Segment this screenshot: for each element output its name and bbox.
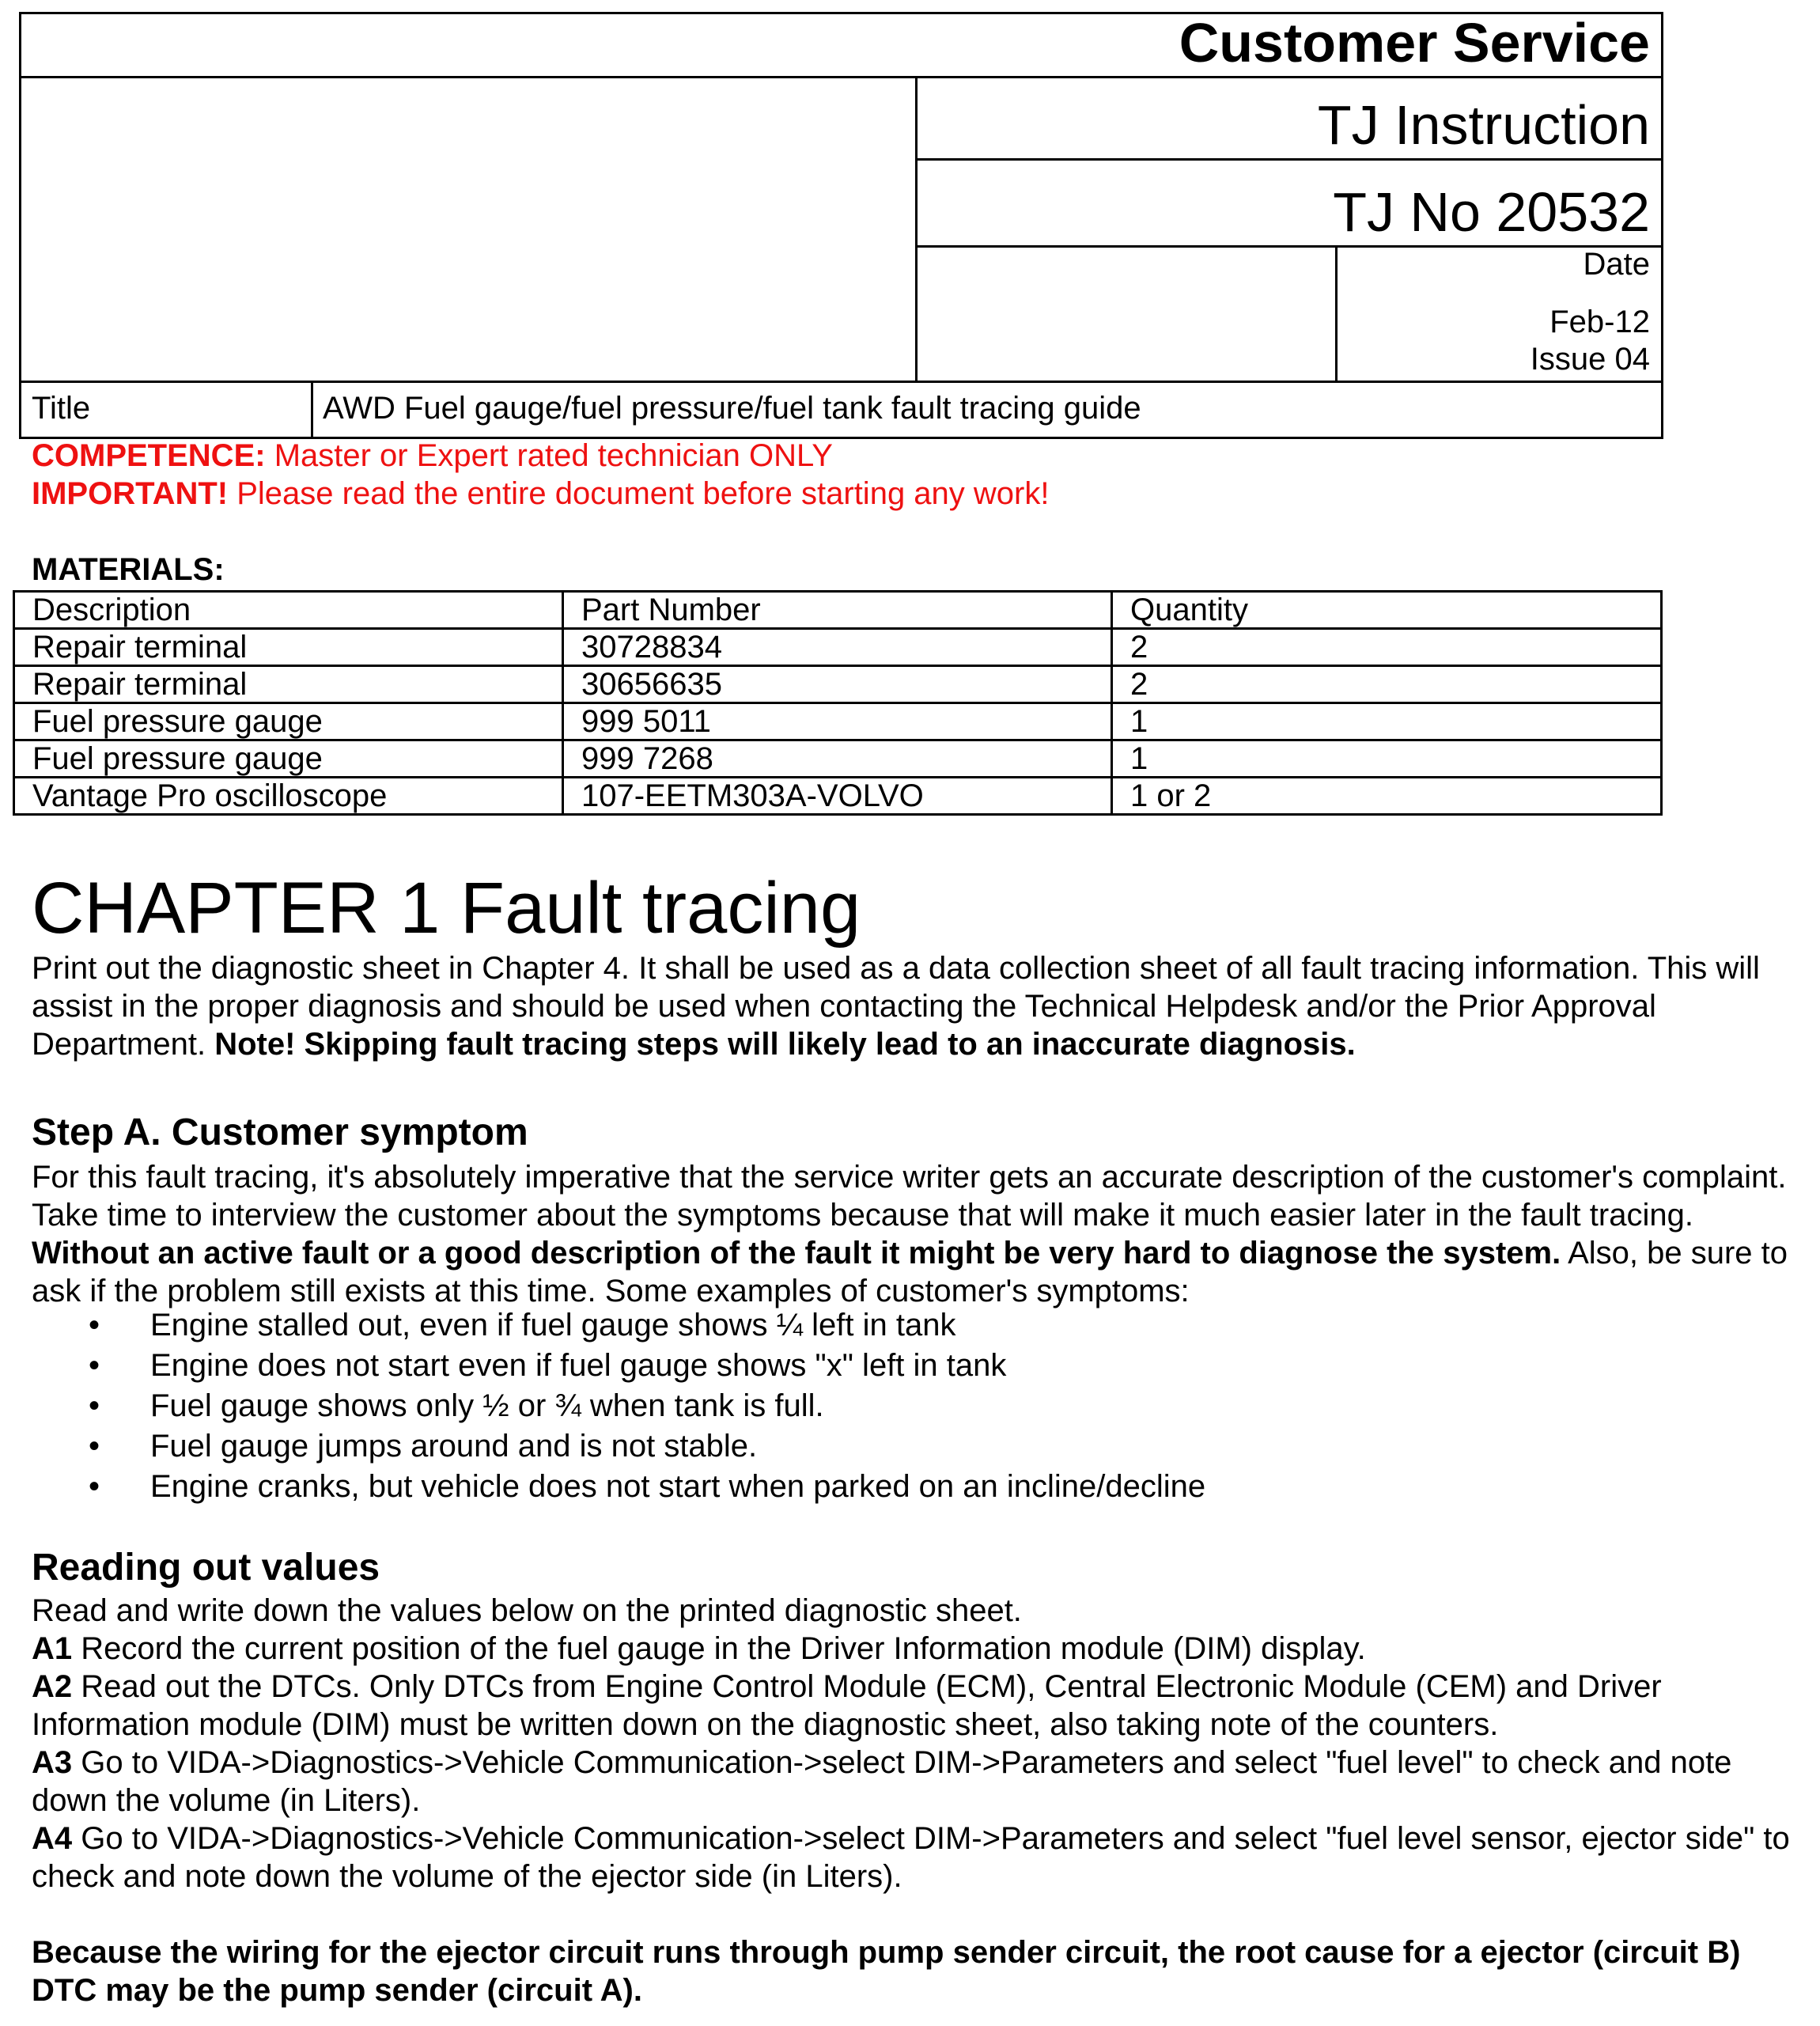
item-text: Go to VIDA->Diagnostics->Vehicle Communication->select DIM->Parameters and select "fuel level sensor, ejector side" to check and note down the volume of the ejector side (in Liters). [32, 1821, 1790, 1894]
competence-label: COMPETENCE: [32, 438, 266, 473]
document-title: AWD Fuel gauge/fuel pressure/fuel tank fault tracing guide [323, 391, 1141, 426]
important-label: IMPORTANT! [32, 476, 229, 511]
column-header: Part Number [563, 592, 1112, 629]
cell-description: Repair terminal [14, 629, 563, 666]
step-a-emphasis: Without an active fault or a good description of the fault it might be very hard to diagnose the system. [32, 1236, 1561, 1271]
reading-heading: Reading out values [32, 1547, 380, 1589]
reading-item-a2 [32, 1668, 1811, 1744]
cell-quantity: 2 [1112, 666, 1662, 703]
cell-part-number: 999 5011 [563, 703, 1112, 740]
cell-quantity: 1 [1112, 703, 1662, 740]
list-item [32, 1426, 1205, 1467]
bullet-icon: • [89, 1388, 100, 1423]
table-row [14, 778, 1662, 815]
item-label: A3 [32, 1745, 73, 1780]
important-text: Please read the entire document before starting any work! [228, 476, 1050, 511]
reading-item-a4 [32, 1820, 1811, 1895]
doc-type: TJ Instruction [1317, 94, 1650, 156]
chapter-intro-text: Print out the diagnostic sheet in Chapter 4. It shall be used as a data collection sheet of all fault tracing information. This will assist in the proper diagnosis and should be used when contacting the Technical Helpdesk and/or the Prior Approval Department. [32, 951, 1760, 1062]
cell-part-number: 30656635 [563, 666, 1112, 703]
competence-text: Master or Expert rated technician ONLY [265, 438, 833, 473]
issue-number: Issue 04 [1530, 342, 1650, 377]
symptom-text: Fuel gauge shows only ½ or ¾ when tank is full. [150, 1388, 824, 1423]
chapter-intro [32, 949, 1811, 1063]
list-item [32, 1346, 1205, 1386]
cell-part-number: 30728834 [563, 629, 1112, 666]
reading-intro: Read and write down the values below on the printed diagnostic sheet. [32, 1593, 1022, 1628]
item-label: A4 [32, 1821, 73, 1856]
bullet-icon: • [89, 1308, 100, 1342]
step-a-text-1: For this fault tracing, it's absolutely imperative that the service writer gets an accurate description of the customer's complaint. Take time to interview the customer about the symptoms because that will make it much easier later in the fault tracing. [32, 1160, 1787, 1233]
cell-description: Fuel pressure gauge [14, 740, 563, 778]
bullet-icon: • [89, 1429, 100, 1464]
cell-quantity: 2 [1112, 629, 1662, 666]
table-header-row [14, 592, 1662, 629]
cell-description: Repair terminal [14, 666, 563, 703]
symptom-text: Engine stalled out, even if fuel gauge shows ¼ left in tank [150, 1308, 956, 1342]
ejector-note: Because the wiring for the ejector circuit runs through pump sender circuit, the root cause for a ejector (circuit B) DTC may be the pump sender (circuit A). [32, 1935, 1741, 2008]
table-row [14, 703, 1662, 740]
item-text: Record the current position of the fuel gauge in the Driver Information module (DIM) display. [72, 1631, 1366, 1666]
materials-table [13, 590, 1663, 816]
item-label: A2 [32, 1669, 73, 1704]
competence-notice [32, 438, 833, 474]
table-row [14, 666, 1662, 703]
materials-heading: MATERIALS: [32, 552, 225, 587]
step-a-text-2: Also, be sure to ask if the problem still exists at this time. Some examples of customer's symptoms: [32, 1236, 1788, 1308]
cell-quantity: 1 [1112, 740, 1662, 778]
bullet-icon: • [89, 1348, 100, 1383]
chapter-intro-note: Note! Skipping fault tracing steps will likely lead to an inaccurate diagnosis. [214, 1027, 1356, 1062]
symptom-text: Fuel gauge jumps around and is not stable. [150, 1429, 758, 1464]
title-label: Title [32, 391, 91, 426]
symptom-list [32, 1305, 1205, 1507]
symptom-text: Engine does not start even if fuel gauge shows "x" left in tank [150, 1348, 1007, 1383]
list-item [32, 1386, 1205, 1426]
important-notice [32, 476, 1049, 512]
cell-description: Vantage Pro oscilloscope [14, 778, 563, 815]
reading-section [32, 1592, 1811, 1895]
cell-part-number: 107-EETM303A-VOLVO [563, 778, 1112, 815]
list-item [32, 1305, 1205, 1346]
cell-part-number: 999 7268 [563, 740, 1112, 778]
cell-description: Fuel pressure gauge [14, 703, 563, 740]
step-a-heading: Step A. Customer symptom [32, 1111, 528, 1153]
date-label: Date [1583, 247, 1650, 282]
item-label: A1 [32, 1631, 73, 1666]
date-value: Feb-12 [1549, 305, 1650, 339]
table-row [14, 740, 1662, 778]
column-header: Description [14, 592, 563, 629]
item-text: Read out the DTCs. Only DTCs from Engine Control Module (ECM), Central Electronic Module (CEM) and Driver Information module (DIM) must be written down on the diagnostic sheet, also taking note of the counters. [32, 1669, 1662, 1742]
list-item [32, 1467, 1205, 1507]
chapter-title: CHAPTER 1 Fault tracing [32, 868, 861, 949]
org-title: Customer Service [1179, 12, 1650, 74]
reading-item-a3 [32, 1744, 1811, 1820]
column-header: Quantity [1112, 592, 1662, 629]
reading-item-a1 [32, 1630, 1811, 1668]
step-a-text [32, 1158, 1811, 1310]
bullet-icon: • [89, 1469, 100, 1504]
symptom-text: Engine cranks, but vehicle does not start when parked on an incline/decline [150, 1469, 1206, 1504]
table-row [14, 629, 1662, 666]
tj-number: TJ No 20532 [1333, 181, 1650, 243]
cell-quantity: 1 or 2 [1112, 778, 1662, 815]
item-text: Go to VIDA->Diagnostics->Vehicle Communication->select DIM->Parameters and select "fuel level" to check and note down the volume (in Liters). [32, 1745, 1732, 1818]
